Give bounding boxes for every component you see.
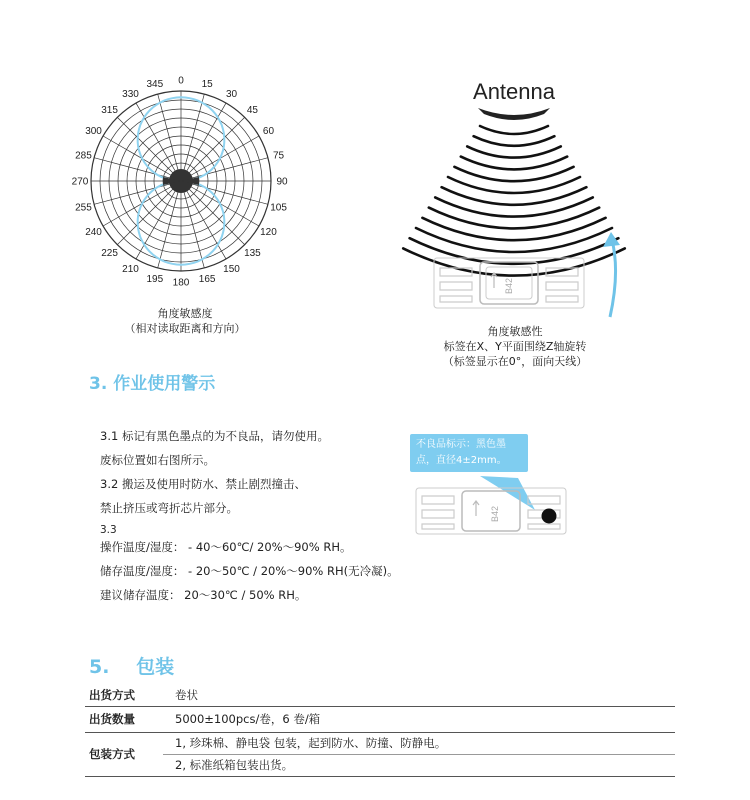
defect-tag-text: B42	[490, 505, 500, 523]
polar-spoke	[136, 181, 181, 259]
section-5-number: 5.	[89, 656, 110, 678]
polar-angle-label: 150	[223, 263, 240, 275]
polar-angle-label: 240	[85, 227, 102, 238]
section-3-line4: 禁止挤压或弯折芯片部分。	[100, 501, 238, 515]
polar-caption-line1: 角度敏感度	[157, 307, 213, 320]
section-3-title: 3. 作业使用警示	[89, 374, 216, 394]
polar-angle-label: 120	[260, 227, 277, 238]
polar-angle-label: 210	[122, 263, 139, 275]
row-value: 卷状	[175, 687, 198, 702]
signal-wave	[435, 197, 593, 216]
polar-spoke	[158, 181, 181, 268]
polar-angle-label: 30	[225, 89, 238, 101]
signal-waves	[403, 126, 625, 276]
antenna-caption-line3: （标签显示在0°，面向天线）	[442, 355, 588, 368]
table-row	[85, 684, 675, 706]
defect-callout-line2: 点，直径4±2mm。	[416, 455, 507, 466]
polar-angle-label: 255	[75, 202, 92, 214]
antenna-caption	[400, 324, 630, 369]
row-value-2: 2, 标准纸箱包装出货。	[175, 758, 294, 772]
antenna-caption-line2: 标签在X、Y平面围绕Z轴旋转	[443, 340, 587, 353]
polar-angle-label: 165	[198, 274, 216, 286]
polar-spoke	[136, 103, 181, 181]
signal-wave	[480, 126, 548, 134]
table-row	[85, 706, 675, 732]
polar-angle-label: 45	[246, 105, 258, 117]
packaging-table	[85, 684, 675, 777]
row-value: 5000±100pcs/卷，6 卷/箱	[175, 712, 321, 726]
row-label: 出货数量	[89, 712, 135, 726]
section-3-line3: 3.2 搬运及使用时防水、禁止剧烈撞击、	[100, 477, 306, 491]
polar-chart-svg	[60, 76, 310, 296]
section-3-line7: 储存温度/湿度： - 20～50℃ / 20%～90% RH(无冷凝)。	[100, 564, 399, 578]
rfid-tag-icon	[434, 258, 584, 308]
section-3-line2: 废标位置如右图所示。	[100, 453, 215, 467]
polar-spoke	[94, 158, 181, 181]
section-5-title	[89, 652, 174, 679]
polar-angle-label: 195	[146, 274, 164, 286]
polar-angle-label: 330	[122, 89, 139, 101]
section-3-line8: 建议储存温度： 20～30℃ / 50% RH。	[100, 588, 307, 602]
polar-angle-label: 285	[75, 150, 92, 162]
antenna-caption-line1: 角度敏感性	[487, 325, 543, 338]
polar-angle-label: 300	[85, 126, 102, 137]
polar-spoke	[94, 181, 181, 204]
section-3-line1: 3.1 标记有黑色墨点的为不良品，请勿使用。	[100, 429, 329, 443]
polar-caption-line2: （相对读取距离和方向）	[124, 322, 246, 335]
black-ink-dot-icon	[542, 509, 557, 524]
antenna-label: Antenna	[473, 79, 555, 104]
polar-angle-label: 345	[146, 78, 164, 90]
defect-tag-diagram	[410, 470, 580, 540]
polar-chart	[60, 76, 310, 296]
polar-angle-label: 180	[172, 277, 190, 289]
polar-angle-label: 60	[262, 126, 275, 137]
section-3-line6: 操作温度/湿度： - 40～60℃/ 20%～90% RH。	[100, 540, 352, 554]
section-5-text: 包装	[136, 656, 175, 678]
polar-angle-label: 0	[178, 76, 184, 87]
polar-angle-label: 90	[276, 176, 288, 188]
signal-wave	[448, 177, 580, 193]
polar-angle-label: 270	[71, 176, 89, 188]
polar-spoke	[181, 181, 268, 204]
polar-angle-label: 225	[101, 247, 118, 259]
section-3-line5: 3.3	[100, 524, 117, 536]
signal-wave	[467, 146, 561, 157]
defect-callout-line1: 不良品标示：黑色墨	[416, 439, 506, 450]
polar-spoke	[181, 181, 204, 268]
antenna-diagram	[400, 72, 640, 322]
polar-caption	[85, 306, 285, 336]
signal-wave	[429, 208, 599, 229]
polar-angle-label: 75	[272, 150, 285, 162]
row-label: 出货方式	[89, 687, 135, 702]
signal-wave	[442, 187, 587, 205]
callout-pointer-icon	[480, 476, 535, 510]
row-label: 包装方式	[85, 732, 163, 776]
signal-wave	[474, 136, 555, 146]
table-row	[85, 732, 675, 754]
polar-spoke	[181, 103, 226, 181]
antenna-head-icon	[478, 108, 550, 120]
polar-angle-label: 315	[101, 105, 118, 117]
row-value: 1, 珍珠棉、静电袋 包装，起到防水、防撞、防静电。	[175, 736, 447, 750]
polar-spoke	[158, 94, 181, 181]
table-row	[85, 754, 675, 776]
polar-spoke	[181, 158, 268, 181]
polar-angle-label: 15	[201, 78, 213, 90]
polar-spoke	[181, 94, 204, 181]
polar-angle-label: 135	[244, 247, 261, 259]
polar-spoke	[181, 181, 226, 259]
defect-callout	[410, 434, 528, 472]
antenna-tag-text: B42	[504, 277, 514, 295]
rotation-arrow-icon	[610, 240, 616, 317]
polar-angle-label: 105	[270, 202, 287, 214]
